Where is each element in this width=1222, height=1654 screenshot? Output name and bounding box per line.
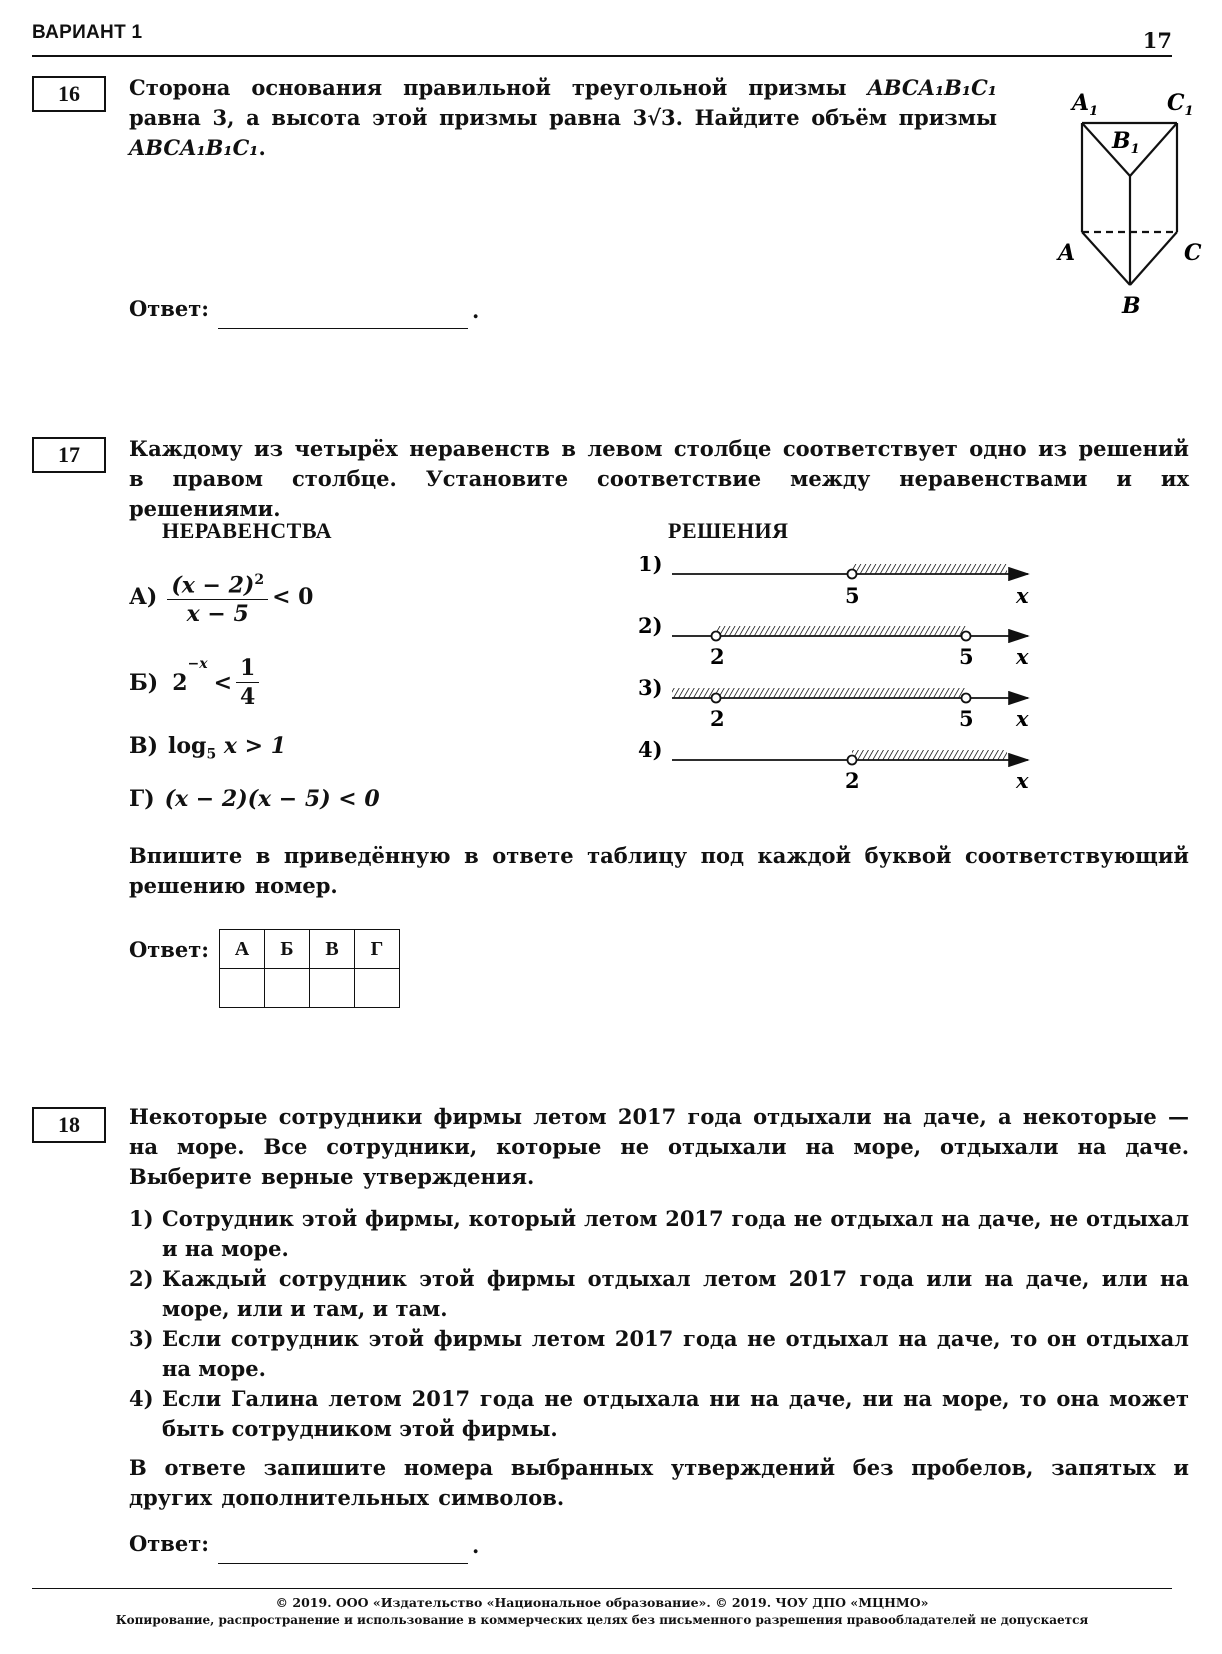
solutions-heading: РЕШЕНИЯ <box>668 518 789 543</box>
problem-17-answer-label: Ответ: <box>129 937 210 962</box>
answer-header-g: Г <box>355 930 400 969</box>
answer-table-input-row <box>220 969 400 1008</box>
solution-2-tick-2: 2 <box>710 644 725 669</box>
solution-2-point-2 <box>712 632 721 641</box>
statement-1: 1) Сотрудник этой фирмы, который летом 2017 года не отдыхал на даче, не отдыхал и на море. <box>129 1206 1189 1261</box>
solution-3-point-2 <box>712 694 721 703</box>
answer-cell-a[interactable] <box>220 969 265 1008</box>
page-number: 17 <box>1142 28 1172 53</box>
answer-header-b: Б <box>265 930 310 969</box>
statement-2: 2) Каждый сотрудник этой фирмы отдыхал летом 2017 года или на даче, или на море, или и там, и там. <box>129 1266 1189 1321</box>
variant-title: ВАРИАНТ 1 <box>32 22 143 43</box>
solution-3-line <box>638 675 1029 731</box>
problem-16-answer-label: Ответ: <box>129 296 210 321</box>
solution-3-tick-5: 5 <box>959 706 974 731</box>
answer-cell-g[interactable] <box>355 969 400 1008</box>
inequality-b: Б) 2 $^{-x}$ < $\frac{1}{4}$ <box>129 654 259 711</box>
footer-divider <box>32 1588 1172 1589</box>
solution-1-label: 1) <box>638 556 663 576</box>
problem-16-text: Сторона основания правильной треугольной призмы ABCA₁B₁C₁ равна 3, а высота этой призмы равна 3√3. Найдите объём призмы ABCA₁B₁C₁. <box>129 75 997 160</box>
prism-figure <box>1050 80 1205 320</box>
solution-4-line <box>638 737 1029 793</box>
solution-2-point-5 <box>962 632 971 641</box>
solutions-number-lines <box>630 556 1050 806</box>
solution-4-tick-2: 2 <box>845 768 860 793</box>
label-A1: $A_1$ <box>1072 90 1099 119</box>
solution-1-point-5 <box>848 570 857 579</box>
prism-name: ABCA₁B₁C₁ <box>867 75 997 100</box>
solution-3-point-5 <box>962 694 971 703</box>
label-B1: $B_1$ <box>1112 128 1140 157</box>
inequalities-heading: НЕРАВЕНСТВА <box>162 518 332 543</box>
solution-2-tick-5: 5 <box>959 644 974 669</box>
answer-cell-b[interactable] <box>265 969 310 1008</box>
answer-header-v: В <box>310 930 355 969</box>
answer-header-a: А <box>220 930 265 969</box>
solution-2-label: 2) <box>638 613 663 638</box>
label-C1: $C_1$ <box>1167 90 1194 119</box>
problem-18-answer-dot: . <box>472 1533 480 1558</box>
solution-4-axis: x <box>1016 768 1029 793</box>
problem-17-text: Каждому из четырёх неравенств в левом столбце соответствует одно из решений в правом столбце. Установите соответствие между неравенствами и их решениями. <box>129 436 1189 521</box>
edge-AB <box>1082 232 1130 285</box>
answer-cell-v[interactable] <box>310 969 355 1008</box>
solution-2-line <box>638 613 1029 669</box>
problem-18-text: Некоторые сотрудники фирмы летом 2017 года отдыхали на даче, а некоторые — на море. Все сотрудники, которые не отдыхали на море, отдыхали на даче. Выберите верные утверждения. <box>129 1104 1189 1189</box>
solution-3-axis: x <box>1016 706 1029 731</box>
statement-3: 3) Если сотрудник этой фирмы летом 2017 года не отдыхал на даче, то он отдыхал на море. <box>129 1326 1189 1381</box>
problem-16-number: 16 <box>32 76 106 112</box>
header-divider <box>32 55 1172 57</box>
problem-18-number: 18 <box>32 1107 106 1143</box>
solution-2-axis: x <box>1016 644 1029 669</box>
label-B: B <box>1122 293 1141 319</box>
solution-3-label: 3) <box>638 675 663 700</box>
problem-18-answer-label: Ответ: <box>129 1531 210 1556</box>
problem-16-answer-dot: . <box>472 298 480 323</box>
problem-17-instruction: Впишите в приведённую в ответе таблицу под каждой буквой соответствующий решению номер. <box>129 843 1189 898</box>
inequality-a: А) $\frac{(x - 2)^2}{x - 5}$ < 0 <box>129 566 313 628</box>
edge-BC <box>1130 232 1177 285</box>
problem-18-statements <box>129 1204 1189 1444</box>
footer-notice: Копирование, распространение и использование в коммерческих целях без письменного разрешения правообладателей не допускается <box>115 1613 1089 1627</box>
solution-4-label: 4) <box>638 737 663 762</box>
solution-1-line <box>638 556 1029 608</box>
footer-copyright: © 2019. ООО «Издательство «Национальное образование». © 2019. ЧОУ ДПО «МЦНМО» <box>275 1595 929 1610</box>
solution-1-tick-5: 5 <box>845 583 860 608</box>
label-A: A <box>1058 240 1076 266</box>
solution-1-axis: x <box>1016 583 1029 608</box>
solution-4-point-2 <box>848 756 857 765</box>
inequality-v: В) $\log_5 x > 1$ <box>129 733 287 763</box>
problem-18-instruction: В ответе запишите номера выбранных утверждений без пробелов, запятых и других дополнительных символов. <box>129 1455 1189 1510</box>
inequality-g: Г) (x − 2)(x − 5) < 0 <box>129 786 380 812</box>
solution-3-tick-2: 2 <box>710 706 725 731</box>
problem-16-answer-field[interactable] <box>218 306 468 329</box>
statement-4: 4) Если Галина летом 2017 года не отдыхала ни на даче, ни на море, то она может быть сотрудником этой фирмы. <box>129 1386 1189 1441</box>
problem-18-answer-field[interactable] <box>218 1541 468 1564</box>
label-C: C <box>1184 240 1202 266</box>
problem-17-number: 17 <box>32 437 106 473</box>
answer-table-header-row <box>220 930 400 969</box>
prism-name-2: ABCA₁B₁C₁ <box>129 135 259 160</box>
problem-17-answer-table <box>219 929 400 1008</box>
